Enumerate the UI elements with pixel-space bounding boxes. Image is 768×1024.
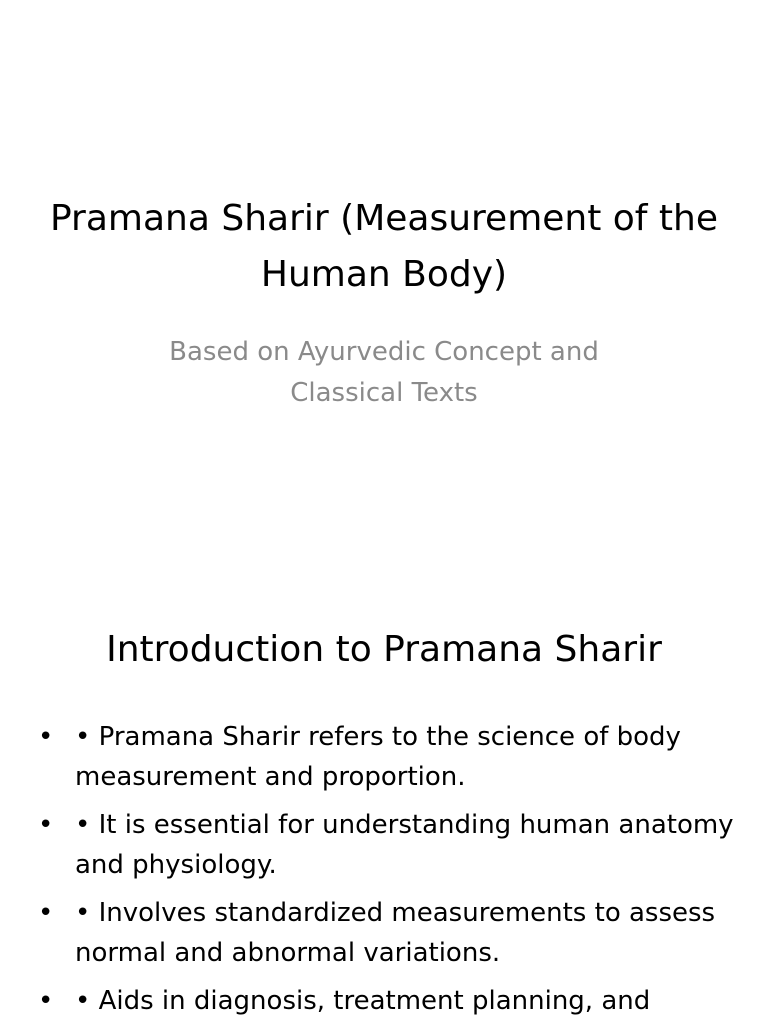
bullet-marker: • xyxy=(38,898,54,928)
slide-heading: Introduction to Pramana Sharir xyxy=(106,629,662,670)
bullet-text: • Aids in diagnosis, treatment planning, and xyxy=(75,986,651,1016)
bullet-text: • It is essential for understanding human anatomy and physiology. xyxy=(75,810,734,880)
list-item xyxy=(38,717,738,797)
bullet-marker: • xyxy=(38,810,54,840)
list-item xyxy=(38,893,738,973)
slide-title: Pramana Sharir (Measurement of the Human Body) xyxy=(49,198,719,295)
bullet-text: • Involves standardized measurements to assess normal and abnormal variations. xyxy=(75,898,716,968)
list-item xyxy=(38,805,738,885)
bullet-text: • Pramana Sharir refers to the science of body measurement and proportion. xyxy=(75,722,681,792)
bullet-list xyxy=(38,717,738,1024)
bullet-marker: • xyxy=(38,722,54,752)
slide-subtitle: Based on Ayurvedic Concept and Classical Texts xyxy=(169,337,599,408)
list-item xyxy=(38,981,738,1021)
introduction-slide xyxy=(0,576,768,1024)
bullet-marker: • xyxy=(38,986,54,1016)
